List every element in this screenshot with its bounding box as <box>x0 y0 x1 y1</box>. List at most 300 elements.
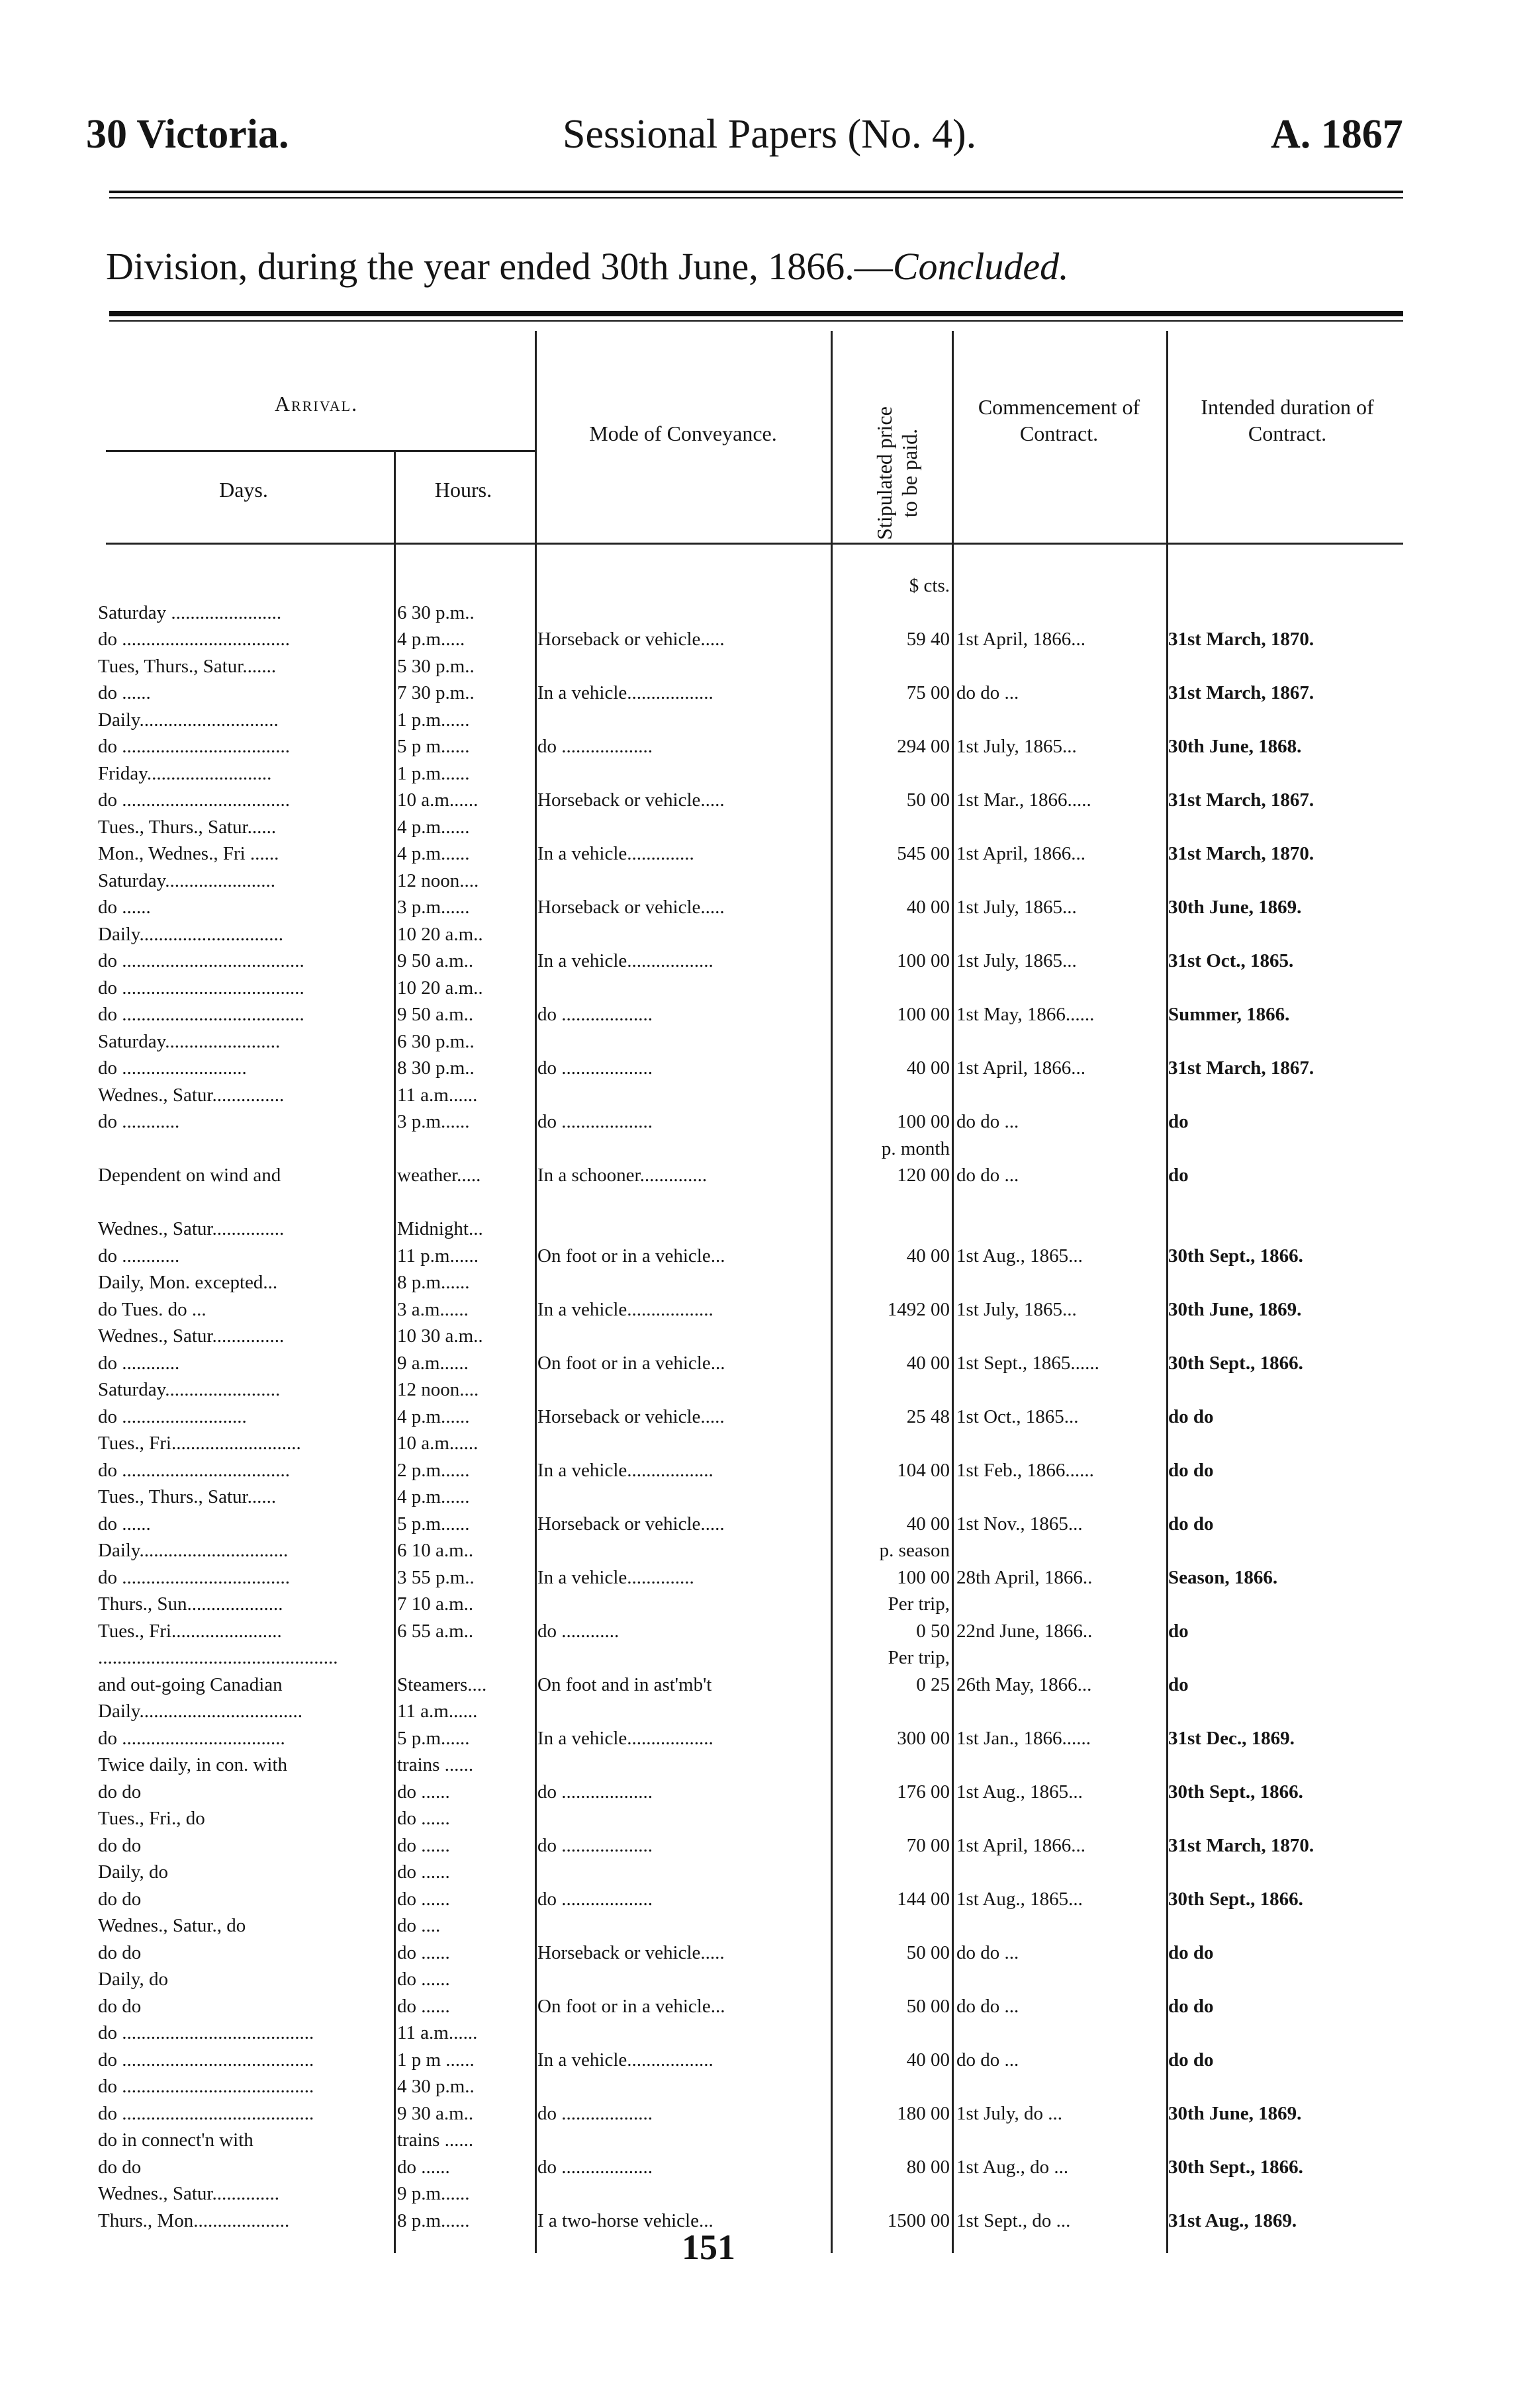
cell-duration: 30th Sept., 1866. <box>1168 2156 1303 2178</box>
cell-mode <box>537 1484 829 1510</box>
cell-commencement: do do ... <box>956 1941 1019 1963</box>
cell-mode <box>537 921 829 948</box>
table-row <box>0 1805 1519 1832</box>
cell-hours: 3 55 p.m.. <box>397 1566 475 1588</box>
cell-hours: 6 30 p.m.. <box>397 1030 475 1052</box>
table-row <box>0 1725 1519 1752</box>
cell-mode: do ................... <box>537 2156 653 2178</box>
cell-commencement <box>956 1028 1168 1055</box>
table-row <box>0 600 1519 626</box>
header-bottom-rule <box>106 543 1403 545</box>
cell-duration: 30th Sept., 1866. <box>1168 1888 1303 1910</box>
table-row <box>0 840 1519 867</box>
cell-price <box>827 1028 950 1055</box>
table-row <box>0 1912 1519 1939</box>
cell-price: 104 00 <box>897 1459 950 1481</box>
cell-commencement <box>956 1805 1168 1832</box>
table-row <box>0 868 1519 894</box>
cell-duration <box>1168 1752 1406 1778</box>
cell-duration: do do <box>1168 1995 1214 2017</box>
cell-mode <box>537 707 829 733</box>
cell-mode: do ................... <box>537 1888 653 1910</box>
cell-days: Saturday........................ <box>98 1030 281 1052</box>
cell-mode: In a schooner.............. <box>537 1165 708 1186</box>
cell-price: 100 00 <box>897 1111 950 1132</box>
cell-price <box>827 1189 950 1216</box>
cell-days: .................................................. <box>98 1647 338 1668</box>
cell-hours: do .... <box>397 1915 441 1936</box>
cell-duration <box>1168 1028 1406 1055</box>
col-header-duration: Intended duration of Contract. <box>1201 395 1374 445</box>
cell-days: do .................................. <box>98 1727 285 1749</box>
cell-days: Daily.............................. <box>98 923 284 945</box>
cell-mode <box>537 1376 829 1403</box>
cell-days: Friday.......................... <box>98 762 272 784</box>
cell-days: Tues., Fri........................... <box>98 1433 301 1454</box>
cell-hours: do ...... <box>397 1888 450 1910</box>
cell-hours: do ...... <box>397 1808 450 1829</box>
cell-price: 40 00 <box>906 2049 950 2071</box>
cell-commencement: 1st Sept., 1865...... <box>956 1352 1099 1374</box>
header-rule-top <box>109 191 1403 193</box>
cell-price: 100 00 <box>897 1566 950 1588</box>
cell-mode <box>537 1430 829 1456</box>
cell-price: 40 00 <box>906 1352 950 1374</box>
cell-days: do ............ <box>98 1245 180 1267</box>
cell-days: Daily............................. <box>98 709 279 731</box>
table-row <box>0 1886 1519 1912</box>
cell-hours: 5 p m...... <box>397 736 470 757</box>
table-row <box>0 1323 1519 1349</box>
table-row <box>0 1136 1519 1162</box>
cell-commencement <box>956 868 1168 894</box>
cell-mode <box>537 1644 829 1671</box>
table-row <box>0 787 1519 813</box>
cell-price <box>827 1805 950 1832</box>
cell-duration: 30th Sept., 1866. <box>1168 1352 1303 1374</box>
cell-price: 40 00 <box>906 1513 950 1535</box>
cell-mode <box>537 1082 829 1108</box>
cell-price <box>827 653 950 680</box>
cell-hours: 3 p.m...... <box>397 1111 470 1132</box>
col-header-mode: Mode of Conveyance. <box>589 422 777 445</box>
cell-commencement <box>956 921 1168 948</box>
cell-price: 100 00 <box>897 950 950 971</box>
cell-price <box>827 2127 950 2153</box>
cell-hours: 8 30 p.m.. <box>397 1057 475 1079</box>
cell-hours: 12 noon.... <box>397 1379 479 1400</box>
col-header-stipulated-text: Stipulated price to be paid. <box>872 406 921 540</box>
cell-price: 294 00 <box>897 736 950 757</box>
col-header-commencement: Commencement of Contract. <box>978 395 1140 445</box>
table-top-rule <box>109 311 1403 316</box>
cell-days: Daily, Mon. excepted... <box>98 1272 278 1293</box>
cell-commencement <box>956 1216 1168 1242</box>
cell-mode: Horseback or vehicle..... <box>537 897 725 918</box>
cell-mode: On foot or in a vehicle... <box>537 1245 725 1267</box>
cell-hours: 7 30 p.m.. <box>397 682 475 703</box>
cell-price: 50 00 <box>906 789 950 811</box>
cell-duration <box>1168 1323 1406 1349</box>
cell-commencement <box>956 1376 1168 1403</box>
cell-mode: In a vehicle.............. <box>537 843 694 864</box>
cell-hours: weather..... <box>397 1165 481 1186</box>
cell-commencement: do do ... <box>956 2049 1019 2071</box>
cell-hours: 9 30 a.m.. <box>397 2102 474 2124</box>
cell-hours: 10 30 a.m.. <box>397 1325 483 1347</box>
cell-days: do .......................... <box>98 1405 247 1427</box>
cell-duration: Summer, 1866. <box>1168 1004 1290 1025</box>
cell-duration <box>1168 1082 1406 1108</box>
cell-price <box>827 1484 950 1510</box>
cell-mode: I a two-horse vehicle... <box>537 2209 713 2231</box>
cell-commencement: 1st Jan., 1866...... <box>956 1727 1091 1749</box>
cell-days: Mon., Wednes., Fri ...... <box>98 843 279 864</box>
cell-hours: 11 a.m...... <box>397 1084 478 1106</box>
cell-mode: do ................... <box>537 1057 653 1079</box>
table-row <box>0 760 1519 787</box>
cell-price <box>827 975 950 1001</box>
cell-days: do do <box>98 1834 142 1856</box>
cell-commencement: 1st Nov., 1865... <box>956 1513 1083 1535</box>
header-right: A. 1867 <box>1271 112 1403 157</box>
table-row <box>0 1564 1519 1591</box>
cell-price: 144 00 <box>897 1888 950 1910</box>
cell-hours: 9 a.m...... <box>397 1352 469 1374</box>
cell-duration: do do <box>1168 1513 1214 1535</box>
cell-duration <box>1168 1537 1406 1564</box>
cell-days <box>98 572 389 599</box>
table-row <box>0 814 1519 840</box>
cell-commencement <box>956 1537 1168 1564</box>
cell-days: Tues., Fri., do <box>98 1808 205 1829</box>
cell-hours: 8 p.m...... <box>397 2209 470 2231</box>
cell-mode <box>537 760 829 787</box>
cell-days: Daily............................... <box>98 1540 289 1561</box>
cell-duration: 30th Sept., 1866. <box>1168 1781 1303 1803</box>
cell-mode: In a vehicle.................. <box>537 2049 713 2071</box>
cell-days: do ...... <box>98 897 151 918</box>
cell-days <box>98 1136 389 1162</box>
cell-mode <box>537 2127 829 2153</box>
cell-mode <box>537 814 829 840</box>
cell-duration <box>1168 1859 1406 1885</box>
table-row <box>0 2047 1519 2073</box>
cell-hours: 4 p.m...... <box>397 1486 470 1507</box>
cell-commencement: 26th May, 1866... <box>956 1673 1092 1695</box>
cell-hours: 9 50 a.m.. <box>397 1004 474 1025</box>
cell-commencement: 1st Aug., 1865... <box>956 1888 1083 1910</box>
cell-price <box>827 1966 950 1992</box>
cell-hours: 5 p.m...... <box>397 1513 470 1535</box>
cell-mode <box>537 572 829 599</box>
cell-duration <box>1168 707 1406 733</box>
table-row <box>0 948 1519 974</box>
table-row <box>0 1511 1519 1537</box>
cell-commencement: 1st April, 1866... <box>956 1057 1085 1079</box>
cell-duration <box>1168 2073 1406 2100</box>
cell-price: 50 00 <box>906 1995 950 2017</box>
cell-days: Tues., Thurs., Satur...... <box>98 1486 277 1507</box>
cell-mode <box>537 1698 829 1724</box>
cell-days: do ...................................... <box>98 977 304 999</box>
cell-price <box>827 1859 950 1885</box>
cell-days: Wednes., Satur............... <box>98 1218 285 1239</box>
cell-days: and out-going Canadian <box>98 1673 283 1695</box>
cell-commencement <box>956 814 1168 840</box>
cell-mode <box>537 600 829 626</box>
table-row <box>0 2154 1519 2180</box>
table-row <box>0 1779 1519 1805</box>
cell-hours: 3 p.m...... <box>397 897 470 918</box>
cell-hours: 9 p.m...... <box>397 2183 470 2204</box>
cell-hours <box>397 1644 529 1671</box>
cell-days: do ............ <box>98 1111 180 1132</box>
cell-mode: Horseback or vehicle..... <box>537 629 725 650</box>
cell-days: do do <box>98 2156 142 2178</box>
cell-hours: 4 p.m..... <box>397 629 465 650</box>
cell-duration: 31st March, 1867. <box>1168 682 1314 703</box>
subtitle <box>106 245 1069 289</box>
col-header-arrival: Arrival. <box>274 392 359 416</box>
cell-hours: Steamers.... <box>397 1673 487 1695</box>
cell-hours: 4 30 p.m.. <box>397 2076 475 2097</box>
cell-commencement: 1st Aug., do ... <box>956 2156 1069 2178</box>
table-row <box>0 680 1519 706</box>
cell-commencement: 1st Feb., 1866...... <box>956 1459 1094 1481</box>
cell-price: p. season <box>879 1540 950 1561</box>
cell-duration: do do <box>1168 1459 1214 1481</box>
table-row <box>0 1752 1519 1778</box>
table-row <box>0 1001 1519 1028</box>
cell-days: do ................................... <box>98 1566 290 1588</box>
cell-days: Wednes., Satur............... <box>98 1084 285 1106</box>
cell-duration: 30th June, 1869. <box>1168 1298 1302 1320</box>
cell-price <box>827 921 950 948</box>
cell-commencement: 1st April, 1866... <box>956 843 1085 864</box>
cell-hours: 1 p m ...... <box>397 2049 475 2071</box>
cell-commencement <box>956 760 1168 787</box>
cell-commencement <box>956 1430 1168 1456</box>
cell-duration <box>1168 1966 1406 1992</box>
cell-price: 0 50 <box>916 1620 950 1642</box>
cell-hours: trains ...... <box>397 1754 474 1775</box>
cell-mode: do ................... <box>537 1004 653 1025</box>
cell-price: 70 00 <box>906 1834 950 1856</box>
cell-price <box>827 1082 950 1108</box>
cell-commencement: do do ... <box>956 682 1019 703</box>
cell-hours: 5 30 p.m.. <box>397 655 475 677</box>
cell-days: do ........................................ <box>98 2049 314 2071</box>
table-row <box>0 2073 1519 2100</box>
table-row <box>0 1644 1519 1671</box>
table-row <box>0 1269 1519 1296</box>
table-row <box>0 2127 1519 2153</box>
table-row <box>0 1296 1519 1323</box>
table-top-rule-thin <box>109 320 1403 322</box>
table-row <box>0 1028 1519 1055</box>
cell-days: Saturday........................ <box>98 1379 281 1400</box>
table-row <box>0 1698 1519 1724</box>
table-row <box>0 1591 1519 1617</box>
cell-hours: 6 30 p.m.. <box>397 602 475 623</box>
cell-mode <box>537 1912 829 1939</box>
cell-mode <box>537 1966 829 1992</box>
cell-duration <box>1168 760 1406 787</box>
cell-hours: 3 a.m...... <box>397 1298 469 1320</box>
cell-commencement: 1st July, 1865... <box>956 736 1077 757</box>
cell-days: Thurs., Mon.................... <box>98 2209 290 2231</box>
cell-hours <box>397 1189 529 1216</box>
cell-commencement: 28th April, 1866.. <box>956 1566 1093 1588</box>
table-row <box>0 1859 1519 1885</box>
cell-commencement <box>956 1484 1168 1510</box>
cell-duration <box>1168 1912 1406 1939</box>
cell-price <box>827 1912 950 1939</box>
cell-mode: do ................... <box>537 1834 653 1856</box>
cell-duration: do <box>1168 1620 1189 1642</box>
cell-mode: On foot or in a vehicle... <box>537 1995 725 2017</box>
col-header-days: Days. <box>219 478 268 502</box>
table-row <box>0 921 1519 948</box>
cell-mode: do ................... <box>537 1781 653 1803</box>
cell-duration: Season, 1866. <box>1168 1566 1278 1588</box>
cell-mode: do ................... <box>537 736 653 757</box>
cell-days: Tues., Fri....................... <box>98 1620 282 1642</box>
table-row <box>0 894 1519 920</box>
cell-price: 25 48 <box>906 1405 950 1427</box>
cell-hours: trains ...... <box>397 2129 474 2151</box>
cell-hours: 11 p.m...... <box>397 1245 479 1267</box>
cell-mode <box>537 1859 829 1885</box>
cell-price: 40 00 <box>906 1057 950 1079</box>
table-row <box>0 1376 1519 1403</box>
cell-duration <box>1168 653 1406 680</box>
table-row <box>0 975 1519 1001</box>
cell-duration <box>1168 921 1406 948</box>
cell-duration: do <box>1168 1165 1189 1186</box>
cell-commencement: do do ... <box>956 1165 1019 1186</box>
cell-price: 75 00 <box>906 682 950 703</box>
cell-hours: do ...... <box>397 1995 450 2017</box>
cell-price <box>827 814 950 840</box>
cell-duration: 31st Oct., 1865. <box>1168 950 1294 971</box>
table-row <box>0 1108 1519 1135</box>
cell-mode: On foot or in a vehicle... <box>537 1352 725 1374</box>
cell-mode: do ................... <box>537 1111 653 1132</box>
cell-duration: 30th June, 1869. <box>1168 2102 1302 2124</box>
cell-duration <box>1168 1644 1406 1671</box>
cell-commencement <box>956 1912 1168 1939</box>
cell-mode <box>537 1752 829 1778</box>
cell-days: Daily, do <box>98 1969 169 1990</box>
table-row <box>0 733 1519 760</box>
cell-hours: do ...... <box>397 1781 450 1803</box>
table-row <box>0 1940 1519 1966</box>
cell-commencement <box>956 2127 1168 2153</box>
cell-hours: do ...... <box>397 1969 450 1990</box>
cell-mode: Horseback or vehicle..... <box>537 1941 725 1963</box>
cell-hours: do ...... <box>397 1861 450 1883</box>
cell-hours: 11 a.m...... <box>397 2022 478 2043</box>
cell-mode: In a vehicle.................. <box>537 1298 713 1320</box>
cell-hours: 10 a.m...... <box>397 1433 479 1454</box>
cell-price: 300 00 <box>897 1727 950 1749</box>
table-row <box>0 1243 1519 1269</box>
cell-price: $ cts. <box>909 575 950 596</box>
cell-days <box>98 1189 389 1216</box>
cell-duration: 30th Sept., 1866. <box>1168 1245 1303 1267</box>
cell-mode <box>537 1189 829 1216</box>
cell-duration <box>1168 2020 1406 2046</box>
header-left: 30 Victoria. <box>86 112 289 157</box>
table-row <box>0 2180 1519 2207</box>
cell-hours <box>397 1136 529 1162</box>
cell-duration <box>1168 1136 1406 1162</box>
cell-duration: 31st March, 1870. <box>1168 843 1314 864</box>
cell-commencement <box>956 1269 1168 1296</box>
cell-price: 0 25 <box>916 1673 950 1695</box>
cell-commencement <box>956 2020 1168 2046</box>
cell-hours: do ...... <box>397 2156 450 2178</box>
table-row <box>0 572 1519 599</box>
cell-days: Wednes., Satur............... <box>98 1325 285 1347</box>
cell-commencement <box>956 975 1168 1001</box>
cell-hours: 10 20 a.m.. <box>397 923 483 945</box>
cell-days: do do <box>98 1995 142 2017</box>
cell-commencement: do do ... <box>956 1111 1019 1132</box>
cell-price: p. month <box>881 1137 950 1159</box>
cell-mode: In a vehicle.................. <box>537 682 713 703</box>
cell-days: do ................................... <box>98 789 290 811</box>
cell-mode <box>537 1805 829 1832</box>
cell-price: 40 00 <box>906 897 950 918</box>
table-row <box>0 2207 1519 2234</box>
cell-mode: Horseback or vehicle..... <box>537 1405 725 1427</box>
cell-duration <box>1168 1189 1406 1216</box>
cell-mode <box>537 1216 829 1242</box>
cell-commencement: 1st April, 1866... <box>956 629 1085 650</box>
cell-mode: In a vehicle.................. <box>537 950 713 971</box>
cell-days: do ................................... <box>98 629 290 650</box>
cell-commencement: 1st April, 1866... <box>956 1834 1085 1856</box>
cell-commencement: do do ... <box>956 1995 1019 2017</box>
cell-days: Daily, do <box>98 1861 169 1883</box>
cell-duration <box>1168 1376 1406 1403</box>
cell-days: do ............ <box>98 1352 180 1374</box>
cell-duration: 31st Aug., 1869. <box>1168 2209 1297 2231</box>
cell-mode: Horseback or vehicle..... <box>537 789 725 811</box>
cell-price: 545 00 <box>897 843 950 864</box>
cell-days: do ...................................... <box>98 1004 304 1025</box>
table-row <box>0 2020 1519 2046</box>
table-row <box>0 1672 1519 1698</box>
cell-days: do do <box>98 1941 142 1963</box>
cell-duration <box>1168 868 1406 894</box>
cell-duration <box>1168 1269 1406 1296</box>
cell-hours: 4 p.m...... <box>397 843 470 864</box>
table-row <box>0 1993 1519 2020</box>
cell-duration <box>1168 600 1406 626</box>
cell-price <box>827 707 950 733</box>
cell-days: Saturday....................... <box>98 870 275 891</box>
cell-days: do in connect'n with <box>98 2129 253 2151</box>
cell-days: Tues., Thurs., Satur...... <box>98 816 277 838</box>
table-row <box>0 1618 1519 1644</box>
cell-commencement: 1st July, 1865... <box>956 950 1077 971</box>
cell-price <box>827 760 950 787</box>
table-row <box>0 707 1519 733</box>
